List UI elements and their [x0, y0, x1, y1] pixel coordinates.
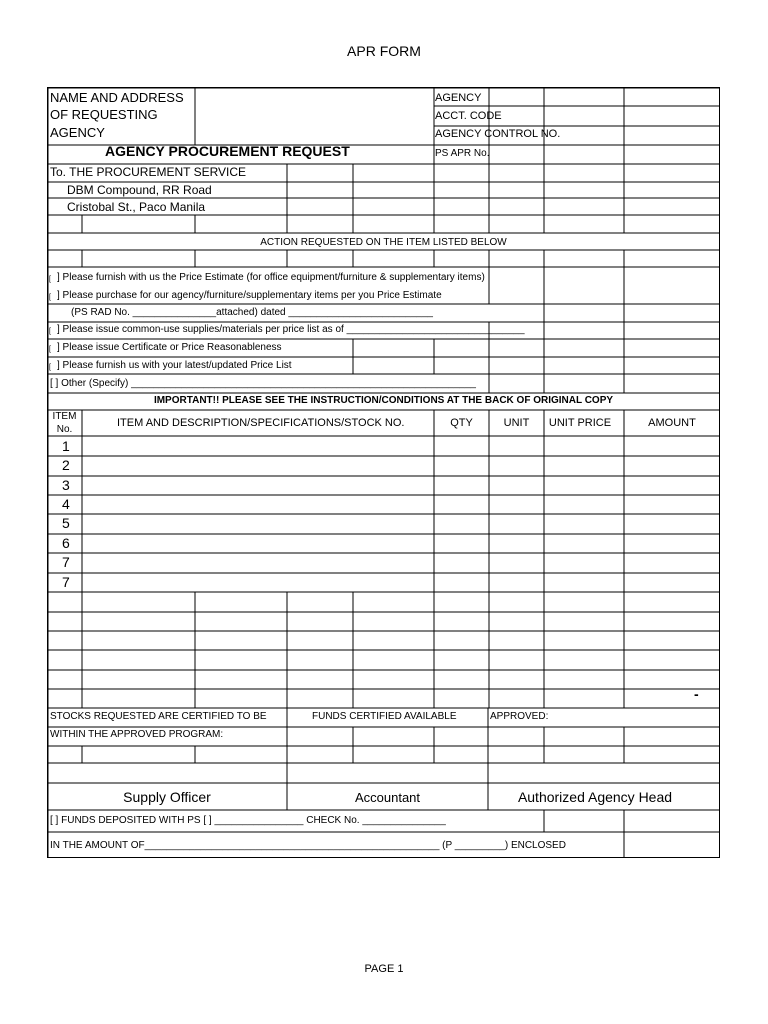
action-common-use: ] Please issue common-use supplies/materials per price list as of ________________________________	[57, 324, 525, 335]
ps-apr-no-label: PS APR No.	[435, 148, 490, 159]
amount-enclosed-line: IN THE AMOUNT OF_____________________________________________________ (P _________) ENCLOSED	[50, 840, 566, 851]
total-dash: -	[694, 686, 699, 702]
agency-control-no-label: AGENCY CONTROL NO.	[435, 128, 561, 140]
col-item-header: ITEM	[52, 411, 77, 422]
funds-deposited-line: [ ] FUNDS DEPOSITED WITH PS [ ] ________________ CHECK No. _______________	[50, 815, 446, 826]
checkbox-price-list[interactable]: [	[49, 364, 51, 371]
apr-form	[47, 87, 720, 858]
checkbox-purchase[interactable]: [	[49, 294, 51, 301]
col-qty-header: QTY	[450, 417, 473, 429]
action-certificate: ] Please issue Certificate or Price Reasonableness	[57, 342, 282, 353]
agency-label: AGENCY	[435, 92, 482, 104]
form-title: AGENCY PROCUREMENT REQUEST	[105, 143, 350, 159]
col-description-header: ITEM AND DESCRIPTION/SPECIFICATIONS/STOCK NO.	[117, 417, 405, 429]
page-number: PAGE 1	[364, 963, 404, 975]
agency-head-signature: Authorized Agency Head	[517, 789, 673, 805]
requesting-agency-label-line2: OF REQUESTING	[50, 107, 158, 122]
checkbox-certificate[interactable]: [	[49, 346, 51, 353]
accountant-signature: Accountant	[354, 790, 421, 805]
item-number: 2	[62, 457, 70, 473]
col-unit-price-header: UNIT PRICE	[548, 417, 612, 429]
checkbox-price-estimate[interactable]: [	[49, 276, 51, 283]
recipient-address-line2: Cristobal St., Paco Manila	[67, 200, 206, 214]
item-number: 7	[62, 554, 70, 570]
approved-program-label: WITHIN THE APPROVED PROGRAM:	[50, 729, 224, 740]
col-unit-header: UNIT	[503, 417, 530, 429]
action-price-list: ] Please furnish us with your latest/updated Price List	[57, 360, 292, 371]
acct-code-label: ACCT. CODE	[435, 110, 502, 122]
item-number: 6	[62, 535, 70, 551]
item-number: 4	[62, 496, 70, 512]
requesting-agency-label: NAME AND ADDRESS	[50, 90, 184, 105]
col-item-no-header: No.	[56, 424, 73, 435]
action-price-estimate: ] Please furnish with us the Price Estimate (for office equipment/furniture & supplementary items)	[57, 272, 485, 283]
supply-officer-signature: Supply Officer	[123, 789, 211, 805]
item-number: 1	[62, 438, 70, 454]
page-title: APR FORM	[347, 43, 421, 59]
checkbox-common-use[interactable]: [	[49, 328, 51, 335]
item-number: 3	[62, 477, 70, 493]
action-other: [ ] Other (Specify) ______________________________________________________________	[50, 378, 476, 389]
approved-label: APPROVED:	[490, 711, 549, 722]
item-number: 5	[62, 515, 70, 531]
recipient-to: To. THE PROCUREMENT SERVICE	[50, 165, 247, 179]
recipient-address-line1: DBM Compound, RR Road	[67, 183, 212, 197]
action-purchase-ps-rad: (PS RAD No. _______________attached) dated __________________________	[71, 307, 433, 318]
funds-certified-label: FUNDS CERTIFIED AVAILABLE	[312, 711, 457, 722]
stocks-certified-label: STOCKS REQUESTED ARE CERTIFIED TO BE	[50, 711, 267, 722]
action-heading: ACTION REQUESTED ON THE ITEM LISTED BELOW	[260, 237, 507, 248]
requesting-agency-label-line3: AGENCY	[50, 125, 105, 140]
important-notice: IMPORTANT!! PLEASE SEE THE INSTRUCTION/CONDITIONS AT THE BACK OF ORIGINAL COPY	[153, 395, 614, 406]
action-purchase: ] Please purchase for our agency/furniture/supplementary items per you Price Estimate	[57, 290, 442, 301]
col-amount-header: AMOUNT	[648, 417, 696, 429]
item-number: 7	[62, 574, 70, 590]
